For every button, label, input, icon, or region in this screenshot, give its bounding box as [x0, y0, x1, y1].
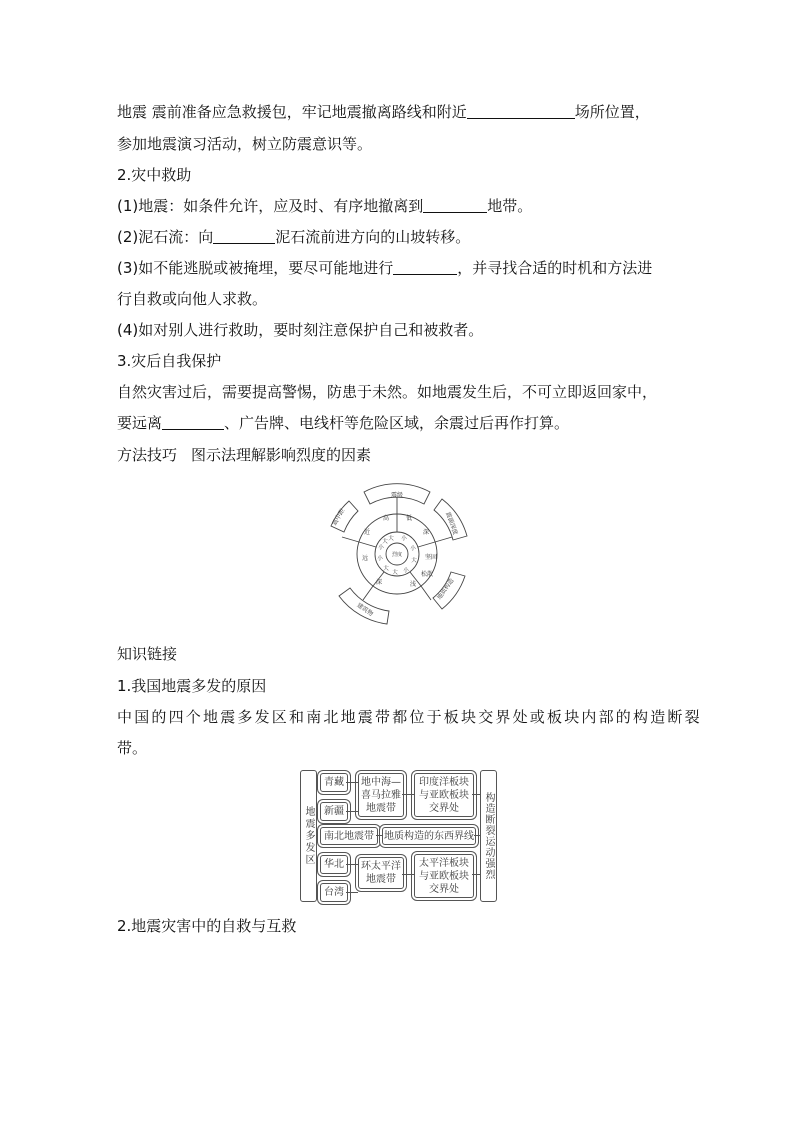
- wheel-inner-5: 小: [403, 568, 409, 574]
- wheel-outer-3: 地质构造: [436, 577, 456, 601]
- belt-pacific: 环太平洋地震带: [358, 857, 404, 889]
- knowledge-para-line-2: 带。: [117, 739, 148, 757]
- para-1-line-2: 参加地震演习活动，树立防震意识等。: [117, 135, 373, 153]
- wheel-mid-2: 低: [405, 515, 413, 522]
- wheel-mid-1: 高: [382, 515, 390, 522]
- blank-field[interactable]: [423, 196, 487, 213]
- wheel-inner-9: 小: [378, 545, 384, 551]
- knowledge-sub-1: 1.我国地震多发的原因: [117, 677, 267, 695]
- wheel-mid-7: 深: [375, 579, 383, 586]
- knowledge-title: 知识链接: [117, 645, 178, 663]
- wheel-inner-3: 小: [410, 546, 416, 552]
- region-taiwan: 台湾: [320, 883, 348, 902]
- section-3-line-2: 要远离 、广告牌、电线杆等危险区域，余震过后再作打算。: [117, 414, 570, 432]
- wheel-inner-1: 大: [388, 536, 394, 542]
- knowledge-para-line-1: 中国的四个地震多发区和南北地震带都位于板块交界处或板块内部的构造断裂: [117, 708, 702, 726]
- wheel-mid-8: 远: [361, 555, 369, 562]
- region-qingzang: 青藏: [320, 773, 348, 792]
- section-3-line-1: 自然灾害过后，需要提高警惕，防患于未然。如地震发生后，不可立即返回家中，: [117, 383, 658, 401]
- wheel-inner-2: 小: [401, 536, 407, 542]
- wheel-mid-4: 坚固: [424, 554, 438, 561]
- flow-right-box: 构造断裂运动强烈: [480, 770, 497, 902]
- item-4: (4)如对别人进行救助，要时刻注意保护自己和被救者。: [117, 321, 484, 339]
- item-2: (2)泥石流：向 泥石流前进方向的山坡转移。: [117, 228, 471, 246]
- item-1: (1)地震：如条件允许，应及时、有序地撤离到 地带。: [117, 197, 533, 215]
- wheel-outer-2: 震源深度: [444, 511, 459, 536]
- flow-left-box: 地震多发区: [300, 770, 317, 902]
- wheel-inner-4: 大: [411, 558, 417, 564]
- intensity-wheel-diagram: [317, 474, 477, 634]
- method-text: 图示法理解影响烈度的因素: [191, 446, 372, 464]
- wheel-inner-10: 大: [382, 539, 388, 545]
- method-heading: [117, 445, 371, 465]
- blank-field[interactable]: [467, 102, 575, 119]
- region-nanbei: 南北地震带: [320, 827, 378, 845]
- para-1-line-1: 地震 震前准备应急救援包，牢记地震撤离路线和附近 场所位置，: [117, 103, 650, 121]
- method-label: 方法技巧: [117, 446, 178, 464]
- item-3-cont: 行自救或向他人求救。: [117, 290, 268, 308]
- knowledge-sub-2: 2.地震灾害中的自救与互救: [117, 917, 297, 935]
- region-huabei: 华北: [320, 855, 348, 874]
- blank-field[interactable]: [162, 413, 224, 430]
- wheel-inner-7: 大: [383, 566, 389, 572]
- wheel-outer-4: 建筑物: [355, 601, 375, 618]
- item-3: (3)如不能逃脱或被掩埋，要尽可能地进行 ，并寻找合适的时机和方法进: [117, 259, 653, 277]
- wheel-mid-6: 松散: [420, 571, 434, 578]
- plate-india: 印度洋板块与亚欧板块交界处: [414, 773, 474, 817]
- wheel-inner-6: 大: [392, 570, 398, 576]
- plate-pacific: 太平洋板块与亚欧板块交界处: [414, 854, 474, 898]
- belt-mediterranean: 地中海—喜马拉雅地震带: [358, 773, 404, 817]
- section-2-title: 2.灾中救助: [117, 166, 192, 184]
- wheel-center-label: 烈度: [391, 552, 403, 558]
- wheel-inner-8: 小: [377, 556, 383, 562]
- wheel-mid-9: 近: [363, 529, 371, 536]
- section-3-title: 3.灾后自我保护: [117, 352, 222, 370]
- earthquake-flow-diagram: [300, 770, 496, 902]
- region-xinjiang: 新疆: [320, 802, 348, 821]
- wheel-mid-3: 深: [422, 529, 430, 536]
- wheel-outer-5: 震中距: [331, 507, 347, 527]
- wheel-mid-5: 浅: [409, 581, 417, 588]
- boundary-mid: 地质构造的东西界线: [382, 827, 476, 845]
- wheel-outer-1: 震级: [390, 492, 404, 499]
- blank-field[interactable]: [393, 258, 457, 275]
- blank-field[interactable]: [213, 227, 275, 244]
